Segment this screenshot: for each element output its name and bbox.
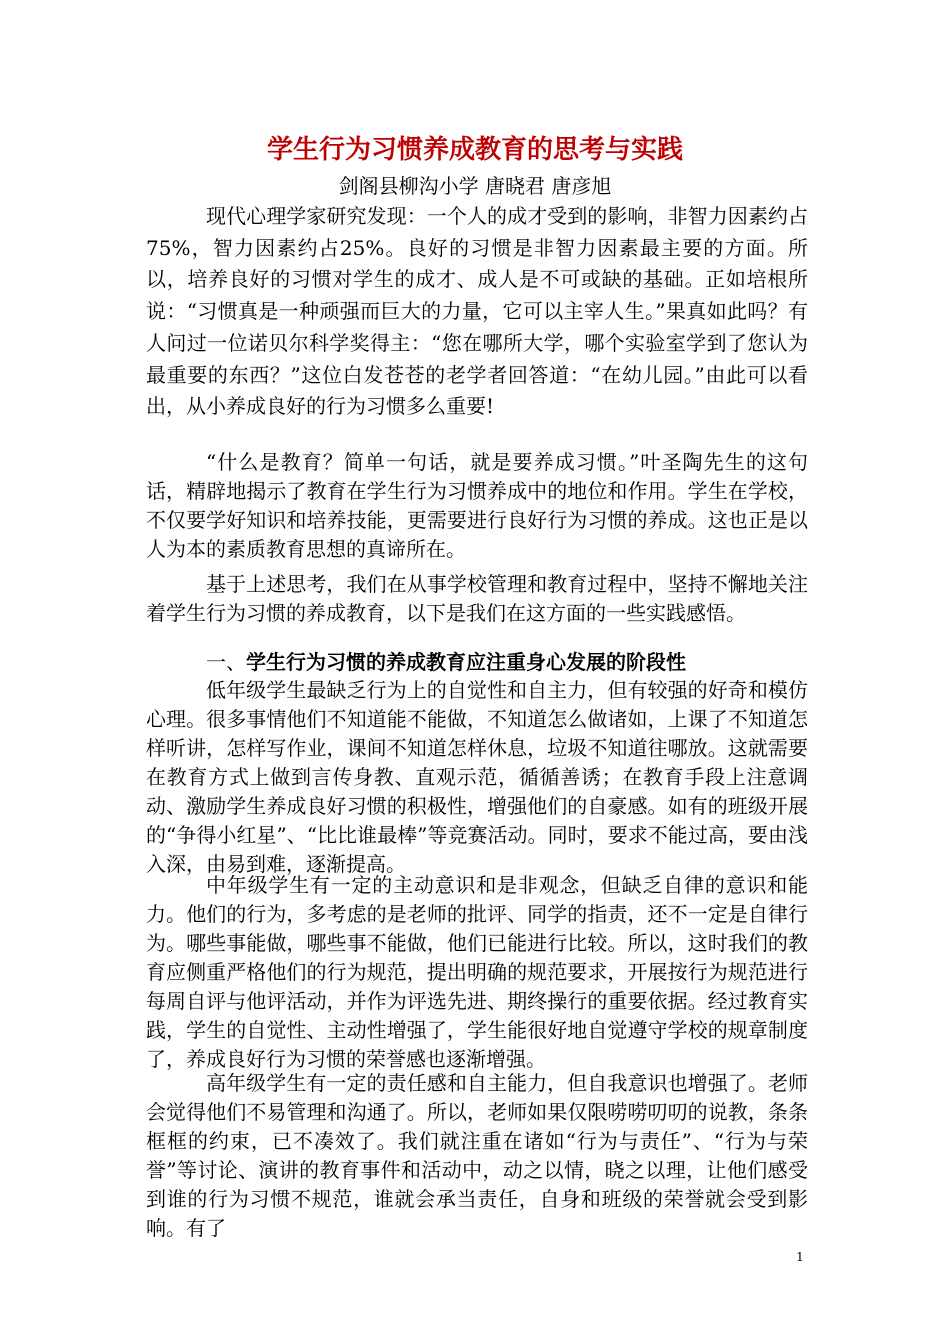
paragraph-reflection: 基于上述思考，我们在从事学校管理和教育过程中，坚持不懈地关注着学生行为习惯的养成教育，以下是我们在这方面的一些实践感悟。	[146, 572, 808, 625]
paragraph-intro: 现代心理学家研究发现：一个人的成才受到的影响，非智力因素约占75%，智力因素约占25%。良好的习惯是非智力因素最主要的方面。所以，培养良好的习惯对学生的成才、成人是不可或缺的基础。正如培根所说：“习惯真是一种顽强而巨大的力量，它可以主宰人生。”果真如此吗？有人问过一位诺贝尔科学奖得主：“您在哪所大学，哪个实验室学到了您认为最重要的东西？”这位白发苍苍的老学者回答道：“在幼儿园。”由此可以看出，从小养成良好的行为习惯多么重要!	[146, 204, 808, 419]
paragraph-middle-grade: 中年级学生有一定的主动意识和是非观念，但缺乏自律的意识和能力。他们的行为，多考虑的是老师的批评、同学的指责，还不一定是自律行为。哪些事能做，哪些事不能做，他们已能进行比较。所以，这时我们的教育应侧重严格他们的行为规范，提出明确的规范要求，开展按行为规范进行每周自评与他评活动，并作为评选先进、期终操行的重要依据。经过教育实践，学生的自觉性、主动性增强了，学生能很好地自觉遵守学校的规章制度了，养成良好行为习惯的荣誉感也逐渐增强。	[146, 873, 808, 1071]
page-number: 1	[796, 1250, 804, 1264]
document-title: 学生行为习惯养成教育的思考与实践	[266, 135, 683, 165]
section-heading	[146, 648, 808, 677]
paragraph-lower-grade: 低年级学生最缺乏行为上的自觉性和自主力，但有较强的好奇和模仿心理。很多事情他们不知道能不能做，不知道怎么做诸如，上课了不知道怎样听讲，怎样写作业，课间不知道怎样休息，垃圾不知道往哪放。这就需要在教育方式上做到言传身教、直观示范，循循善诱；在教育手段上注意调动、激励学生养成良好习惯的积极性，增强他们的自豪感。如有的班级开展的“争得小红星”、“比比谁最棒”等竞赛活动。同时，要求不能过高，要由浅入深，由易到难，逐渐提高。	[146, 678, 808, 876]
paragraph-upper-grade: 高年级学生有一定的责任感和自主能力，但自我意识也增强了。老师会觉得他们不易管理和沟通了。所以，老师如果仅限唠唠叨叨的说教，条条框框的约束，已不凑效了。我们就注重在诸如“行为与责任”、“行为与荣誉”等讨论、演讲的教育事件和活动中，动之以情，晓之以理，让他们感受到谁的行为习惯不规范，谁就会承当责任，自身和班级的荣誉就会受到影响。有了	[146, 1071, 808, 1240]
author-line: 剑阁县柳沟小学 唐晓君 唐彦旭	[338, 174, 612, 198]
section-heading-number: 一、	[206, 650, 246, 674]
paragraph-quote: “什么是教育？简单一句话，就是要养成习惯。”叶圣陶先生的这句话，精辟地揭示了教育在学生行为习惯养成中的地位和作用。学生在学校，不仅要学好知识和培养技能，更需要进行良好行为习惯的养成。这也正是以人为本的素质教育思想的真谛所在。	[146, 450, 808, 561]
section-heading-text: 学生行为习惯的养成教育应注重身心发展的阶段性	[246, 650, 686, 674]
